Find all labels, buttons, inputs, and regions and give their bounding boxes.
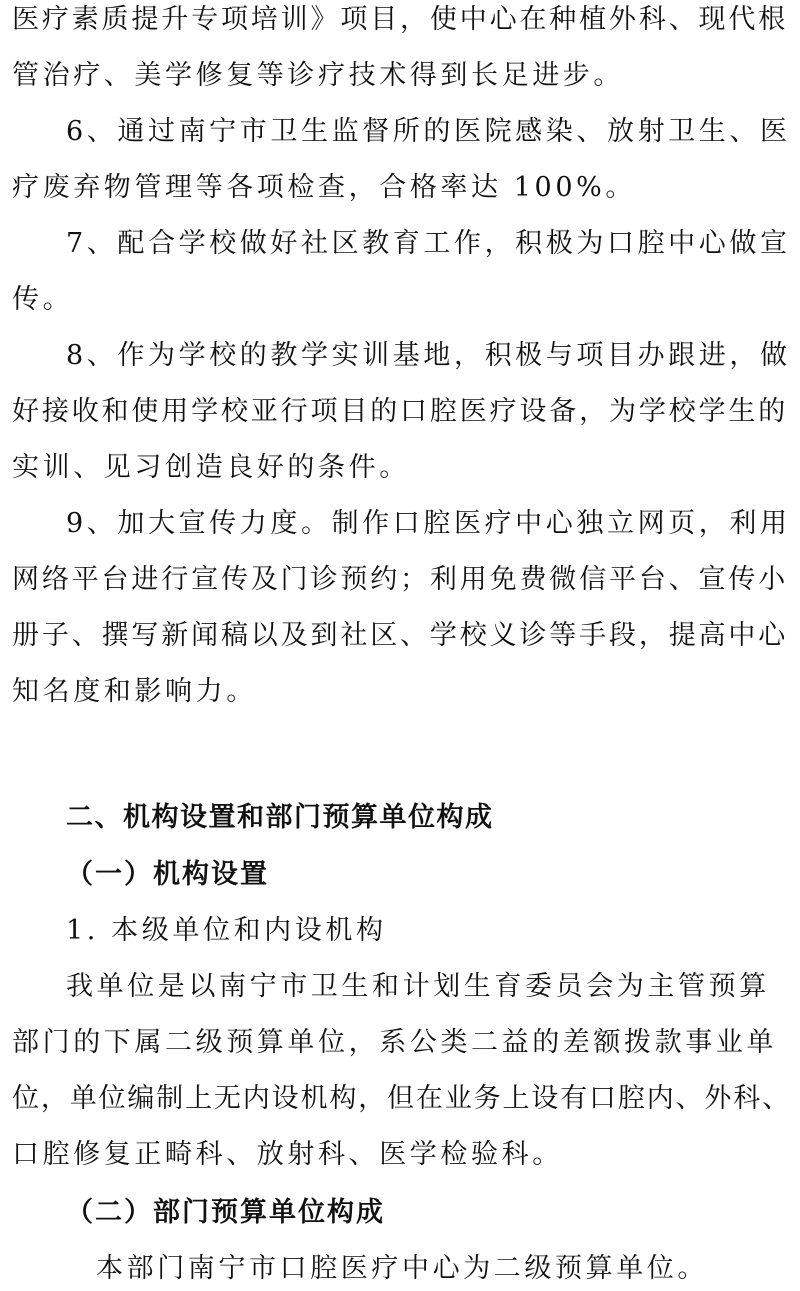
- paragraph-7-line-1: 7、配合学校做好社区教育工作，积极为口腔中心做宣: [66, 228, 791, 259]
- paragraph-8-line-3: 实训、见习创造良好的条件。: [12, 452, 410, 483]
- paragraph-8-line-2: 好接收和使用学校亚行项目的口腔医疗设备，为学校学生的: [12, 396, 789, 427]
- paragraph-6-line-2: 疗废弃物管理等各项检查，合格率达 100%。: [12, 172, 636, 203]
- paragraph-9-line-2: 网络平台进行宣传及门诊预约；利用免费微信平台、宣传小: [12, 564, 789, 595]
- org-paragraph-line-4: 口腔修复正畸科、放射科、医学检验科。: [12, 1139, 563, 1170]
- paragraph-8-line-1: 8、作为学校的教学实训基地，积极与项目办跟进，做: [66, 340, 791, 371]
- paragraph-9-line-4: 知名度和影响力。: [12, 676, 257, 707]
- subsection-1-heading: （一）机构设置: [66, 859, 269, 890]
- paragraph-9-line-3: 册子、撰写新闻稿以及到社区、学校义诊等手段，提高中心: [12, 620, 789, 651]
- paragraph-5-line-2: 管治疗、美学修复等诊疗技术得到长足进步。: [12, 60, 624, 91]
- paragraph-7-line-2: 传。: [12, 284, 74, 315]
- paragraph-5-line-1: 医疗素质提升专项培训》项目，使中心在种植外科、现代根: [12, 4, 789, 35]
- paragraph-6-line-1: 6、通过南宁市卫生监督所的医院感染、放射卫生、医: [66, 116, 791, 147]
- paragraph-9-line-1: 9、加大宣传力度。制作口腔医疗中心独立网页，利用: [66, 508, 791, 539]
- subsection-2-heading: （二）部门预算单位构成: [66, 1197, 385, 1228]
- org-paragraph-line-1: 我单位是以南宁市卫生和计划生育委员会为主管预算: [66, 971, 770, 1002]
- item-1-heading: 1. 本级单位和内设机构: [66, 915, 387, 946]
- section-2-heading: 二、机构设置和部门预算单位构成: [66, 802, 494, 833]
- org-paragraph-line-2: 部门的下属二级预算单位，系公类二益的差额拨款事业单: [12, 1027, 777, 1058]
- unit-paragraph: 本部门南宁市口腔医疗中心为二级预算单位。: [96, 1253, 708, 1284]
- org-paragraph-line-3: 位，单位编制上无内设机构，但在业务上设有口腔内、外科、: [12, 1083, 791, 1114]
